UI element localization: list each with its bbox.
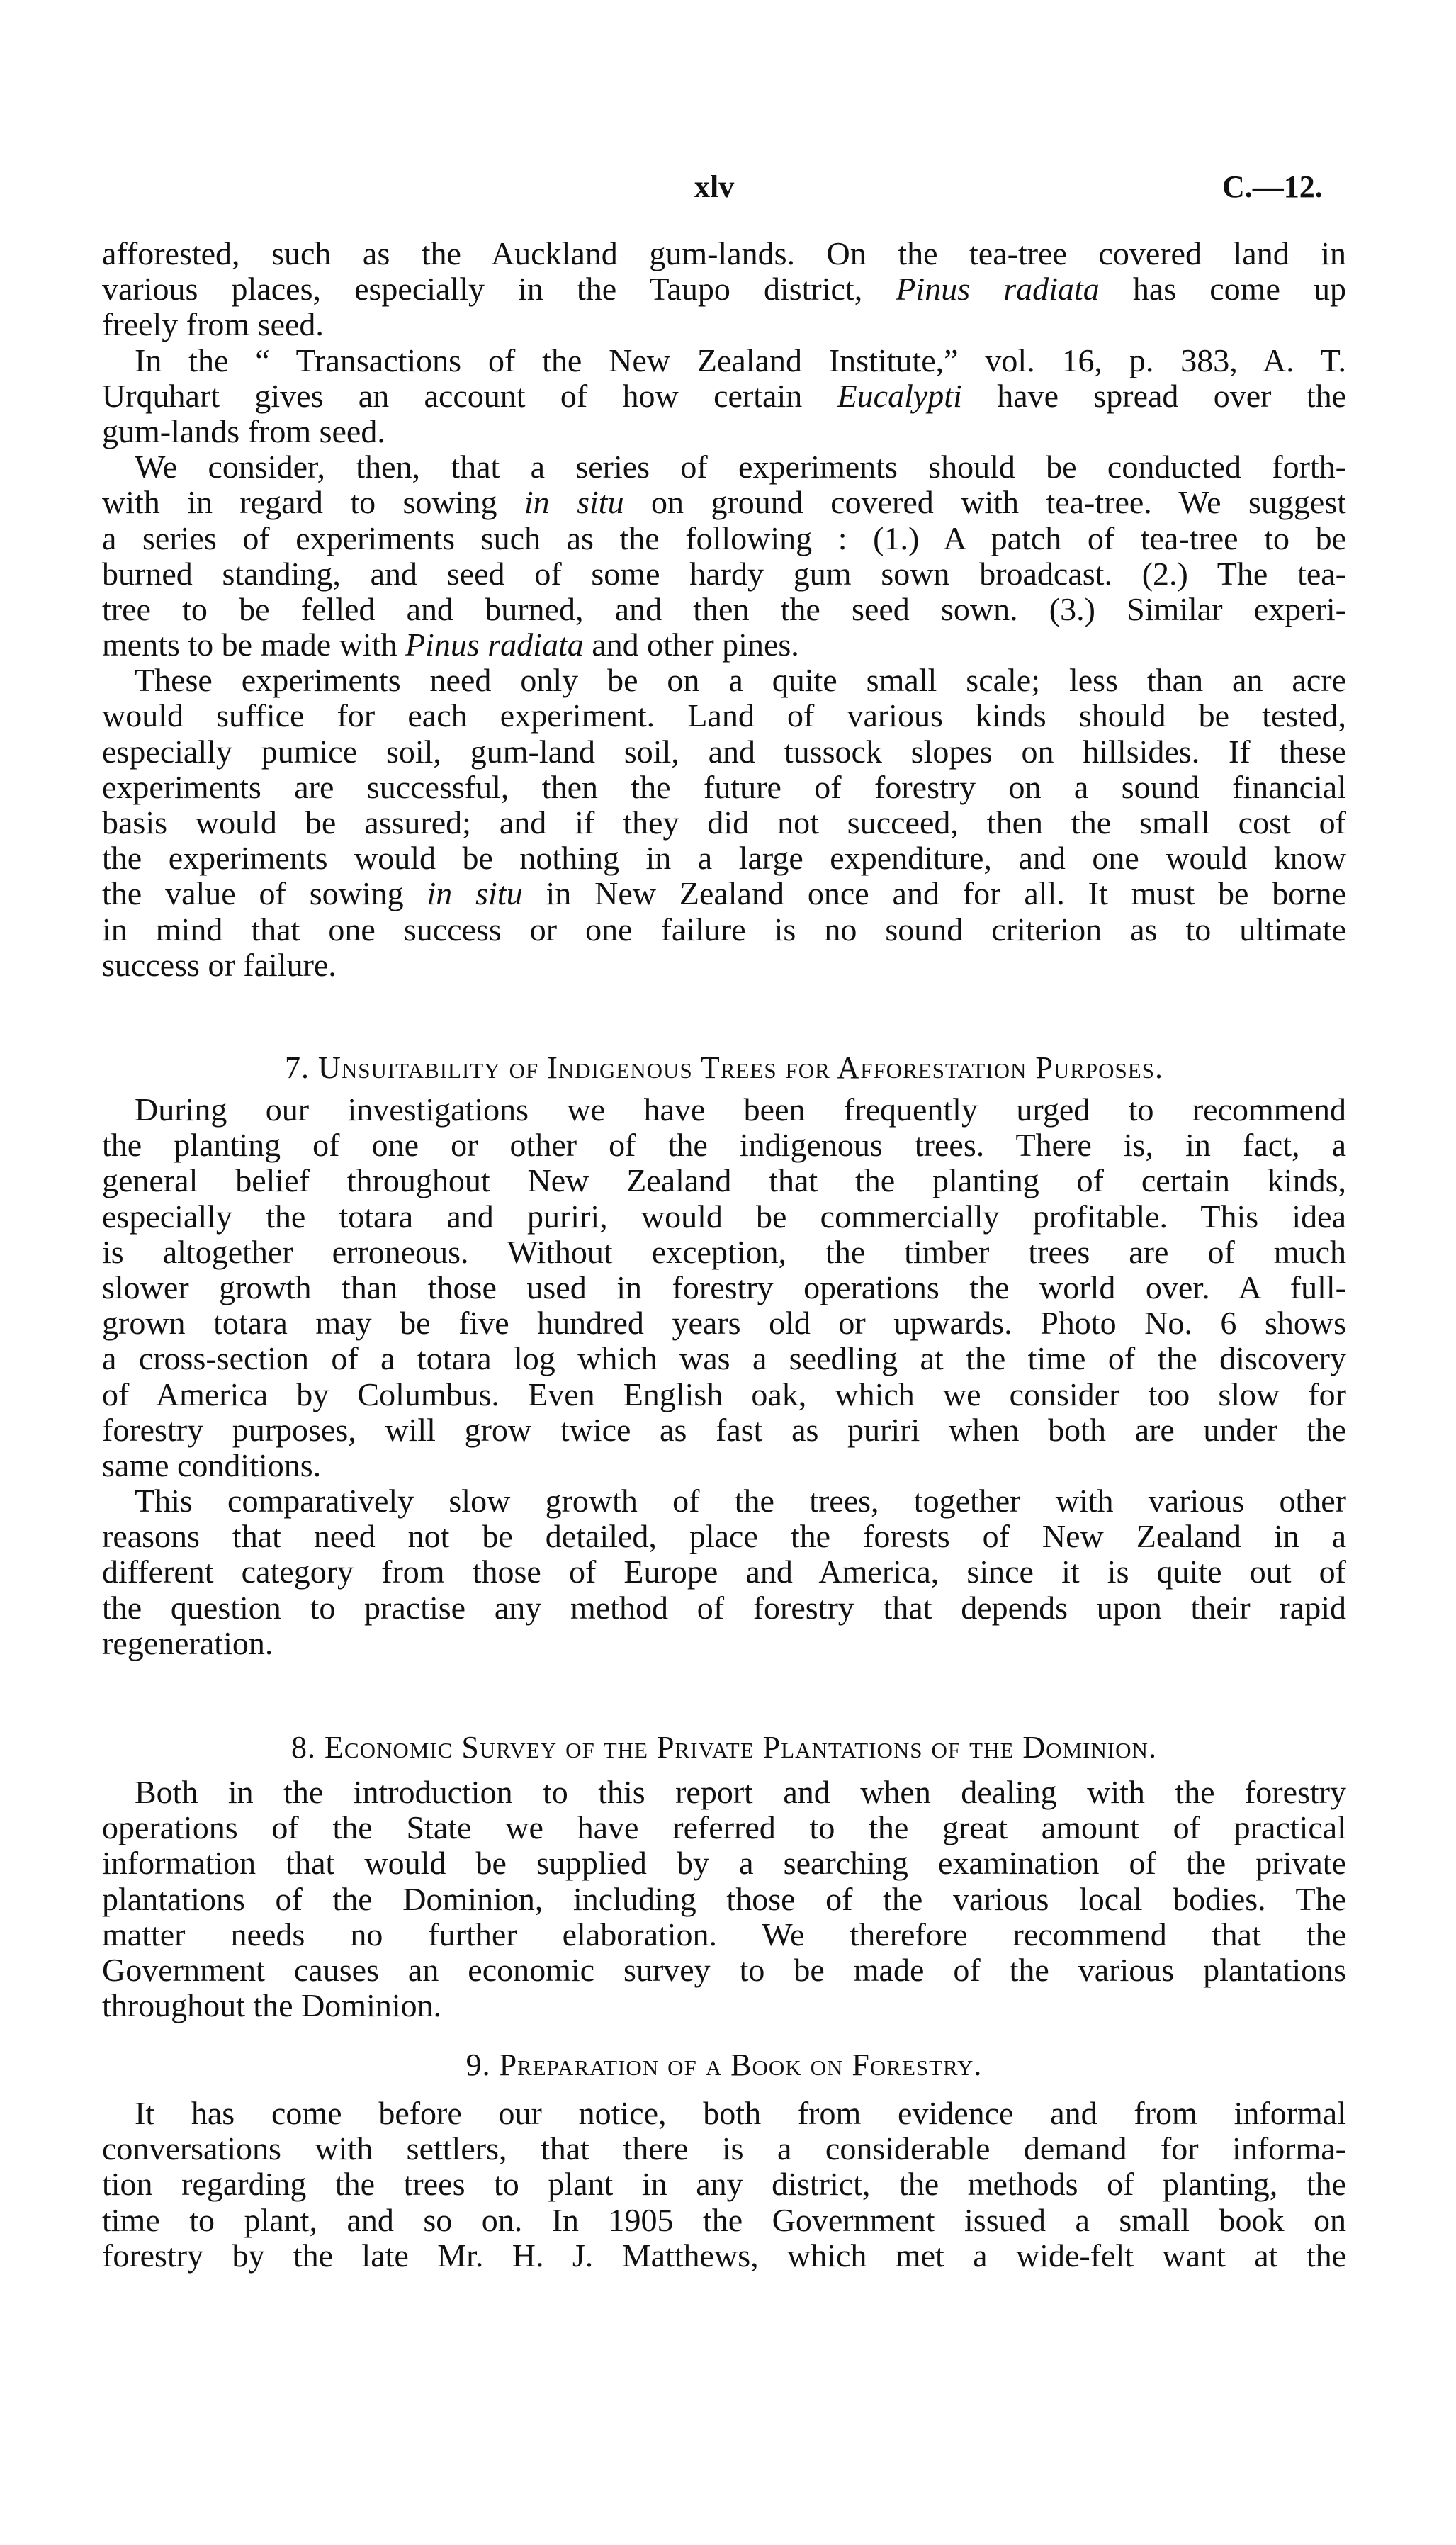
text-segment: in New Zealand once and for all. It must be borne (522, 875, 1346, 912)
text-line (102, 414, 1346, 449)
section-heading: 7. Unsuitability of Indigenous Trees for Afforestation Purposes. (285, 1050, 1163, 1085)
text-line (102, 1519, 1346, 1554)
paragraph (102, 2096, 1346, 2274)
paragraph (102, 663, 1346, 983)
section-body (102, 1775, 1346, 2023)
text-segment: information that would be supplied by a searching examination of the private (102, 1845, 1346, 1882)
text-segment: a series of experiments such as the following : (1.) A patch of tea-tree to be (102, 519, 1346, 556)
text-line (102, 698, 1346, 734)
text-segment: Urquhart gives an account of how certain (102, 377, 837, 414)
text-segment: have spread over the (961, 377, 1346, 414)
text-segment: of America by Columbus. Even English oak, which we consider too slow for (102, 1376, 1346, 1412)
text-segment: Government causes an economic survey to be made of the various plantations (102, 1951, 1346, 1988)
text-segment: and other pines. (583, 627, 799, 663)
section-body (102, 2096, 1346, 2274)
text-line (102, 2131, 1346, 2167)
text-segment: afforested, such as the Auckland gum-lands. On the tea-tree covered land in (102, 235, 1346, 271)
text-line (102, 1626, 1346, 1661)
text-segment: with in regard to sowing (102, 484, 524, 521)
text-segment: regeneration. (102, 1624, 273, 1661)
text-segment: is altogether erroneous. Without exception, the timber trees are of much (102, 1233, 1346, 1270)
text-segment: This comparatively slow growth of the trees, together with various other (135, 1483, 1346, 1519)
text-line (102, 1128, 1346, 1163)
text-line (102, 1845, 1346, 1881)
section-heading: 9. Preparation of a Book on Forestry. (465, 2047, 983, 2082)
text-line (102, 1917, 1346, 1953)
text-segment: the planting of one or other of the indigenous trees. There is, in fact, a (102, 1127, 1346, 1164)
text-line (102, 2096, 1346, 2131)
text-line (102, 521, 1346, 556)
text-segment: the experiments would be nothing in a large expenditure, and one would know (102, 840, 1346, 877)
text-segment: a cross-section of a totara log which was a seedling at the time of the discovery (102, 1340, 1346, 1377)
text-line (102, 592, 1346, 627)
text-line (102, 343, 1346, 378)
paragraph (102, 449, 1346, 663)
text-segment: ments to be made with (102, 627, 405, 663)
text-segment: forestry by the late Mr. H. J. Matthews, which met a wide-felt want at the (102, 2237, 1346, 2274)
text-line (102, 912, 1346, 948)
italic-term: Pinus radiata (405, 627, 584, 663)
section-heading: 8. Economic Survey of the Private Plantations of the Dominion. (291, 1730, 1157, 1765)
text-segment: During our investigations we have been frequently urged to recommend (135, 1091, 1346, 1128)
text-segment: operations of the State we have referred to the great amount of practical (102, 1809, 1346, 1846)
text-segment: different category from those of Europe and America, since it is quite out of (102, 1554, 1346, 1590)
text-segment: slower growth than those used in forestry operations the world over. A full- (102, 1269, 1346, 1305)
paragraph (102, 1483, 1346, 1661)
text-line (102, 1270, 1346, 1305)
text-line (102, 1092, 1346, 1128)
document-reference: C.—12. (1222, 169, 1323, 204)
text-segment: Both in the introduction to this report and when dealing with the forestry (135, 1774, 1346, 1810)
text-line (102, 1235, 1346, 1270)
text-segment: would suffice for each experiment. Land of various kinds should be tested, (102, 697, 1346, 734)
text-line (102, 1199, 1346, 1235)
text-segment: the question to practise any method of forestry that depends upon their rapid (102, 1589, 1346, 1626)
text-segment: especially the totara and puriri, would be commercially profitable. This idea (102, 1198, 1346, 1235)
text-segment: the value of sowing (102, 875, 427, 912)
text-segment: forestry purposes, will grow twice as fast as puriri when both are under the (102, 1411, 1346, 1448)
text-segment: gum-lands from seed. (102, 412, 385, 449)
text-line (102, 556, 1346, 592)
text-segment: plantations of the Dominion, including those of the various local bodies. The (102, 1880, 1346, 1917)
text-line (102, 2238, 1346, 2274)
text-segment: tree to be felled and burned, and then the seed sown. (3.) Similar experi- (102, 590, 1346, 627)
text-line (102, 485, 1346, 520)
text-segment: general belief throughout New Zealand that the planting of certain kinds, (102, 1162, 1346, 1199)
text-segment: has come up (1099, 271, 1347, 308)
text-line (102, 1341, 1346, 1376)
text-line (102, 2167, 1346, 2202)
text-line (102, 1953, 1346, 1988)
text-line (102, 236, 1346, 271)
text-segment: various places, especially in the Taupo district, (102, 271, 896, 308)
text-line (102, 663, 1346, 698)
text-line (102, 1412, 1346, 1448)
text-line (102, 1882, 1346, 1917)
text-line (102, 1448, 1346, 1483)
text-line (102, 307, 1346, 342)
text-line (102, 271, 1346, 307)
text-segment: We consider, then, that a series of experiments should be conducted forth- (135, 449, 1346, 485)
text-line (102, 449, 1346, 485)
text-segment: tion regarding the trees to plant in any district, the methods of planting, the (102, 2166, 1346, 2203)
text-line (102, 1988, 1346, 2023)
paragraph (102, 343, 1346, 450)
text-segment: conversations with settlers, that there is a considerable demand for informa- (102, 2130, 1346, 2167)
text-line (102, 1163, 1346, 1198)
text-line (102, 1377, 1346, 1412)
section-body (102, 1092, 1346, 1661)
text-segment: In the “ Transactions of the New Zealand Institute,” vol. 16, p. 383, A. T. (135, 342, 1346, 378)
text-line (102, 805, 1346, 841)
text-segment: burned standing, and seed of some hardy gum sown broadcast. (2.) The tea- (102, 555, 1346, 592)
section-body (102, 236, 1346, 983)
text-segment: throughout the Dominion. (102, 1987, 442, 2024)
text-line (102, 1305, 1346, 1341)
text-segment: basis would be assured; and if they did not succeed, then the small cost of (102, 804, 1346, 841)
italic-term: in situ (524, 484, 624, 521)
page-number: xlv (694, 169, 735, 204)
text-line (102, 734, 1346, 770)
text-line (102, 770, 1346, 805)
text-line (102, 1554, 1346, 1590)
text-segment: success or failure. (102, 946, 337, 983)
text-line (102, 2203, 1346, 2238)
text-segment: in mind that one success or one failure is no sound criterion as to ultimate (102, 911, 1346, 948)
paragraph (102, 1775, 1346, 2023)
text-line (102, 1483, 1346, 1519)
text-line (102, 948, 1346, 983)
text-segment: especially pumice soil, gum-land soil, and tussock slopes on hillsides. If these (102, 733, 1346, 770)
text-segment: same conditions. (102, 1446, 322, 1483)
text-line (102, 841, 1346, 876)
text-segment: These experiments need only be on a quite small scale; less than an acre (135, 662, 1346, 699)
italic-term: Pinus radiata (896, 271, 1100, 308)
italic-term: in situ (427, 875, 523, 912)
text-segment: It has come before our notice, both from evidence and from informal (135, 2095, 1346, 2131)
text-line (102, 1810, 1346, 1845)
text-line (102, 627, 1346, 663)
text-line (102, 1590, 1346, 1626)
italic-term: Eucalypti (837, 377, 962, 414)
text-line (102, 876, 1346, 911)
paragraph (102, 1092, 1346, 1483)
text-segment: time to plant, and so on. In 1905 the Government issued a small book on (102, 2201, 1346, 2238)
text-line (102, 1775, 1346, 1810)
text-segment: matter needs no further elaboration. We therefore recommend that the (102, 1916, 1346, 1953)
text-segment: grown totara may be five hundred years old or upwards. Photo No. 6 shows (102, 1305, 1346, 1342)
text-segment: on ground covered with tea-tree. We suggest (623, 484, 1347, 521)
paragraph (102, 236, 1346, 343)
text-line (102, 378, 1346, 414)
text-segment: reasons that need not be detailed, place the forests of New Zealand in a (102, 1518, 1346, 1555)
text-segment: freely from seed. (102, 306, 324, 343)
text-segment: experiments are successful, then the future of forestry on a sound financial (102, 768, 1346, 805)
